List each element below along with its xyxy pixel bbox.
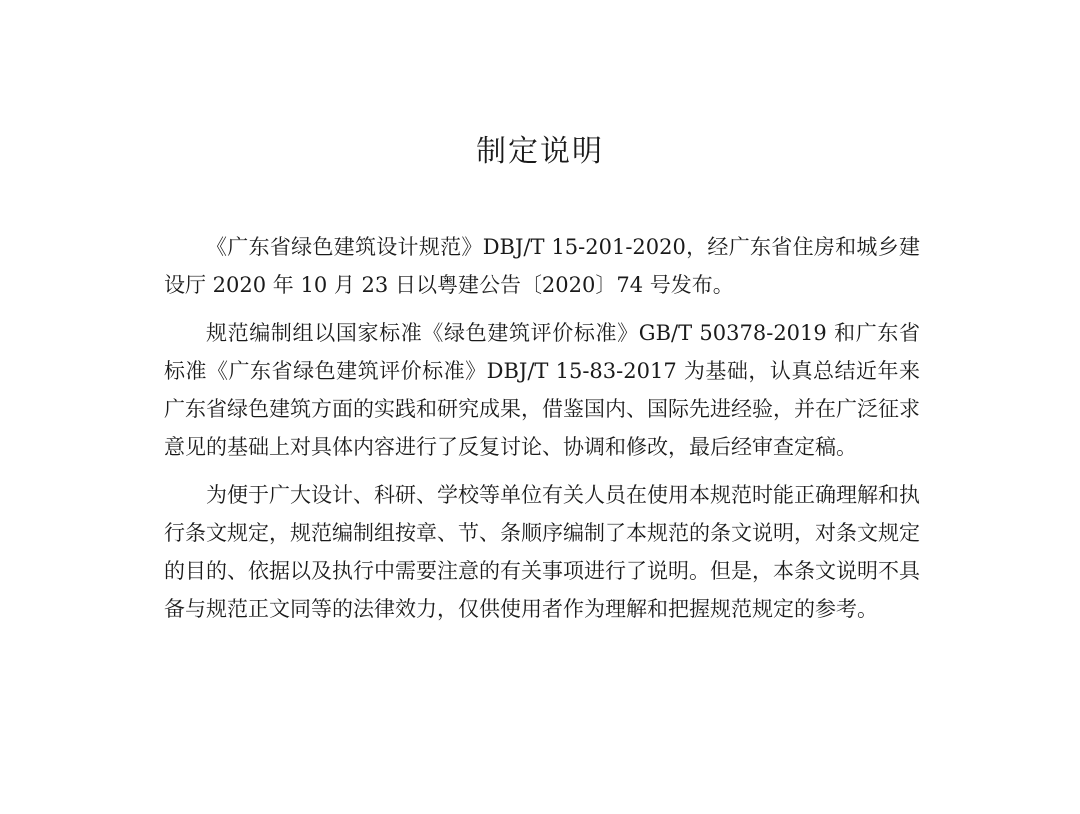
- paragraph-purpose: 为便于广大设计、科研、学校等单位有关人员在使用本规范时能正确理解和执行条文规定，规范编制组按章、节、条顺序编制了本规范的条文说明，对条文规定的目的、依据以及执行中需要注意的有关事项进行了说明。但是，本条文说明不具备与规范正文同等的法律效力，仅供使用者作为理解和把握规范规定的参考。: [164, 483, 920, 621]
- paragraph-publication: 《广东省绿色建筑设计规范》DBJ/T 15-201-2020，经广东省住房和城乡建设厅 2020 年 10 月 23 日以粤建公告〔2020〕74 号发布。: [164, 235, 920, 297]
- document-body: [164, 228, 920, 638]
- page-title: 制定说明: [476, 134, 604, 169]
- paragraph-basis: 规范编制组以国家标准《绿色建筑评价标准》GB/T 50378-2019 和广东省标准《广东省绿色建筑评价标准》DBJ/T 15-83-2017 为基础，认真总结近年来广东省绿色建筑方面的实践和研究成果，借鉴国内、国际先进经验，并在广泛征求意见的基础上对具体内容进行了反复讨论、协调和修改，最后经审查定稿。: [164, 321, 920, 459]
